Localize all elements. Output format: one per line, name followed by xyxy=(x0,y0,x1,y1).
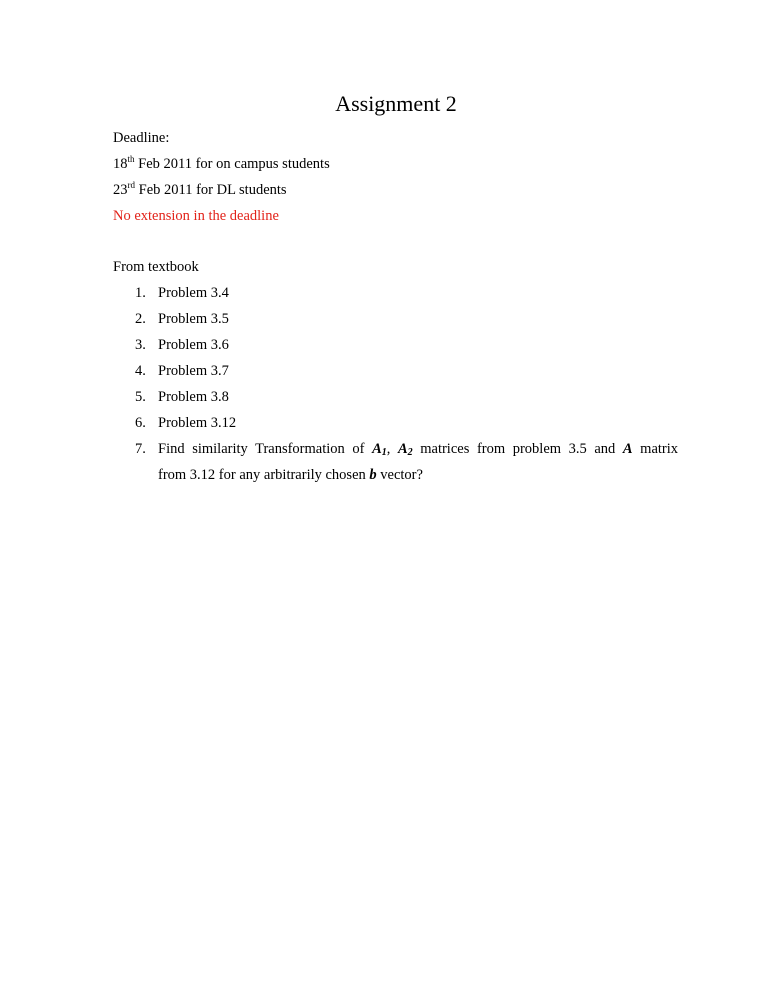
list-item-number: 6. xyxy=(135,415,146,431)
list-item-number: 5. xyxy=(135,389,146,405)
list-item-text: Problem 3.6 xyxy=(158,337,229,353)
matrix-a1 xyxy=(372,441,387,457)
list-item-similarity xyxy=(113,439,678,485)
deadline-label: Deadline: xyxy=(113,130,170,146)
list-item xyxy=(113,413,678,439)
list-item-number: 1. xyxy=(135,285,146,301)
list-item xyxy=(113,309,678,335)
vector-b: b xyxy=(369,467,377,483)
deadline-dl-day: 23 xyxy=(113,182,128,198)
deadline-campus-suffix: th xyxy=(127,154,135,164)
similarity-text-part: matrix xyxy=(632,441,679,457)
textbook-heading: From textbook xyxy=(113,259,199,275)
similarity-text-part: vector? xyxy=(376,467,423,483)
list-item-number: 4. xyxy=(135,363,146,379)
matrix-a2 xyxy=(398,441,413,457)
problem-list xyxy=(113,283,678,485)
similarity-text-part: from 3.12 for any arbitrarily chosen xyxy=(158,467,370,483)
similarity-text-part: matrices from problem 3.5 and xyxy=(412,441,623,457)
matrix-a: A xyxy=(622,441,633,457)
list-item-text: Problem 3.8 xyxy=(158,389,229,405)
similarity-text-part: Find similarity Transformation of xyxy=(158,441,373,457)
list-item-number: 7. xyxy=(135,441,146,457)
list-item-text: Problem 3.4 xyxy=(158,285,229,301)
deadline-notice: No extension in the deadline xyxy=(113,208,279,224)
deadline-dl xyxy=(113,180,287,200)
list-item xyxy=(113,283,678,309)
similarity-line-2 xyxy=(158,465,678,485)
deadline-dl-text: Feb 2011 for DL students xyxy=(135,182,287,198)
matrix-a2-subscript: 2 xyxy=(407,447,413,458)
list-item xyxy=(113,335,678,361)
deadline-campus-text: Feb 2011 for on campus students xyxy=(134,156,330,172)
list-item xyxy=(113,361,678,387)
list-item-text: Problem 3.7 xyxy=(158,363,229,379)
matrix-a2-base: A xyxy=(397,441,408,457)
list-item-text: Problem 3.5 xyxy=(158,311,229,327)
matrix-a1-subscript: 1 xyxy=(381,447,387,458)
list-item-number: 3. xyxy=(135,337,146,353)
deadline-dl-suffix: rd xyxy=(127,180,135,190)
list-item-number: 2. xyxy=(135,311,146,327)
deadline-campus xyxy=(113,154,330,174)
list-item-text: Problem 3.12 xyxy=(158,415,237,431)
deadline-campus-day: 18 xyxy=(113,156,128,172)
similarity-separator: , xyxy=(386,441,398,457)
list-item xyxy=(113,387,678,413)
similarity-line-1 xyxy=(158,439,678,459)
page-title: Assignment 2 xyxy=(335,91,457,116)
matrix-a1-base: A xyxy=(372,441,382,457)
